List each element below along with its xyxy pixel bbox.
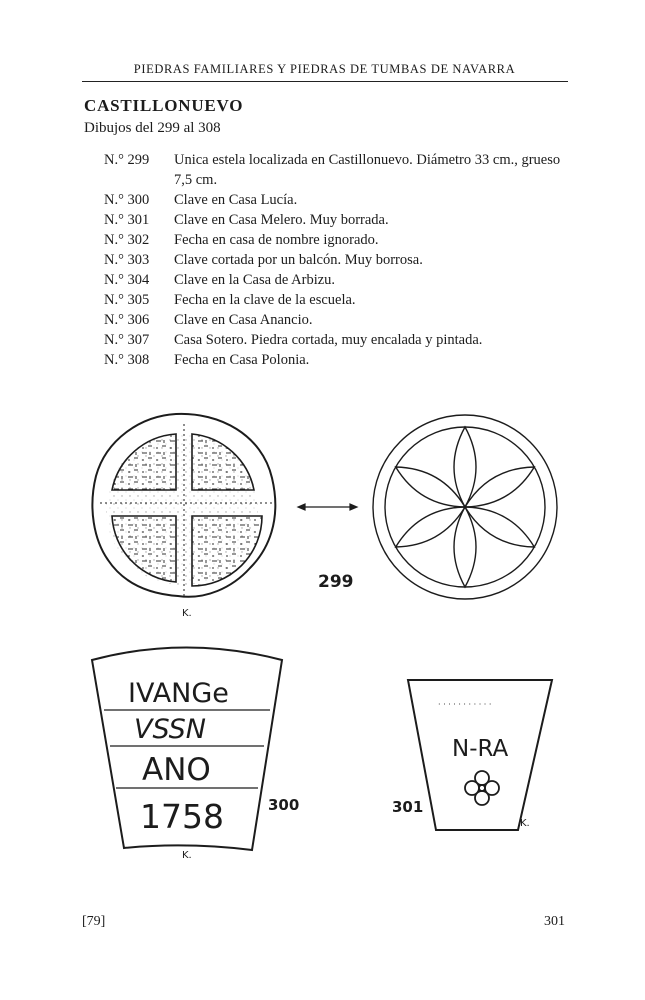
figure-300-label: 300 [268,796,300,814]
entry-300 [104,190,570,210]
entry-305 [104,290,570,310]
entry-text: Casa Sotero. Piedra cortada, muy encalada y pintada. [174,332,483,348]
footer-left: [79] [82,914,106,929]
entry-text: Clave en la Casa de Arbizu. [174,272,336,288]
entry-308 [104,350,570,370]
figures-area [0,390,645,890]
entry-text: Fecha en casa de nombre ignorado. [174,232,379,248]
entry-301 [104,210,570,230]
section-subtitle: Dibujos del 299 al 308 [84,120,221,136]
entry-number: N.° 303 [104,252,150,268]
entry-list [104,150,570,370]
double-arrow [298,504,357,510]
entry-number: N.° 308 [104,352,150,368]
header-rule [82,81,568,82]
entry-306 [104,310,570,330]
entry-304 [104,270,570,290]
entry-text: Clave en Casa Anancio. [174,312,313,328]
stele-299-drawing [92,414,276,600]
entry-303 [104,250,570,270]
entry-number: N.° 305 [104,292,150,308]
entry-number: N.° 304 [104,272,150,288]
entry-number: N.° 307 [104,332,150,348]
running-head: PIEDRAS FAMILIARES Y PIEDRAS DE TUMBAS DE NAVARRA [133,62,516,76]
keystone-300-line-3: ANO [142,752,211,788]
keystone-300-line-4: 1758 [140,797,224,836]
figure-299-signature: K. [182,608,192,619]
entry-number: N.° 299 [104,152,150,168]
entry-number: N.° 306 [104,312,150,328]
figure-301-signature: K. [520,818,530,829]
entry-number: N.° 300 [104,192,150,208]
flower-icon [465,771,499,805]
entry-number: N.° 302 [104,232,150,248]
entry-text: Unica estela localizada en Castillonuevo. Diámetro 33 cm., grueso 7,5 cm. [174,152,561,188]
rosette-299-drawing [373,415,557,599]
page-number: 301 [544,914,565,929]
entry-text: Clave en Casa Lucía. [174,192,298,208]
entry-number: N.° 301 [104,212,150,228]
figure-301-label: 301 [392,798,424,816]
entry-302 [104,230,570,250]
entry-text: Fecha en la clave de la escuela. [174,292,356,308]
section-title: CASTILLONUEVO [84,96,244,115]
entry-299 [104,150,570,190]
keystone-300-line-2: VSSN [134,714,206,745]
entry-text: Fecha en Casa Polonia. [174,352,310,368]
entry-text: Clave en Casa Melero. Muy borrada. [174,212,389,228]
figure-300-signature: K. [182,850,192,861]
entry-307 [104,330,570,350]
entry-text: Clave cortada por un balcón. Muy borrosa. [174,252,423,268]
keystone-301-inscription: N-RA [452,736,509,762]
keystone-300-line-1: IVANGe [128,678,229,709]
figure-299-label: 299 [318,572,354,592]
keystone-301-faint-text: · · · · · · · · · · · [438,700,492,709]
